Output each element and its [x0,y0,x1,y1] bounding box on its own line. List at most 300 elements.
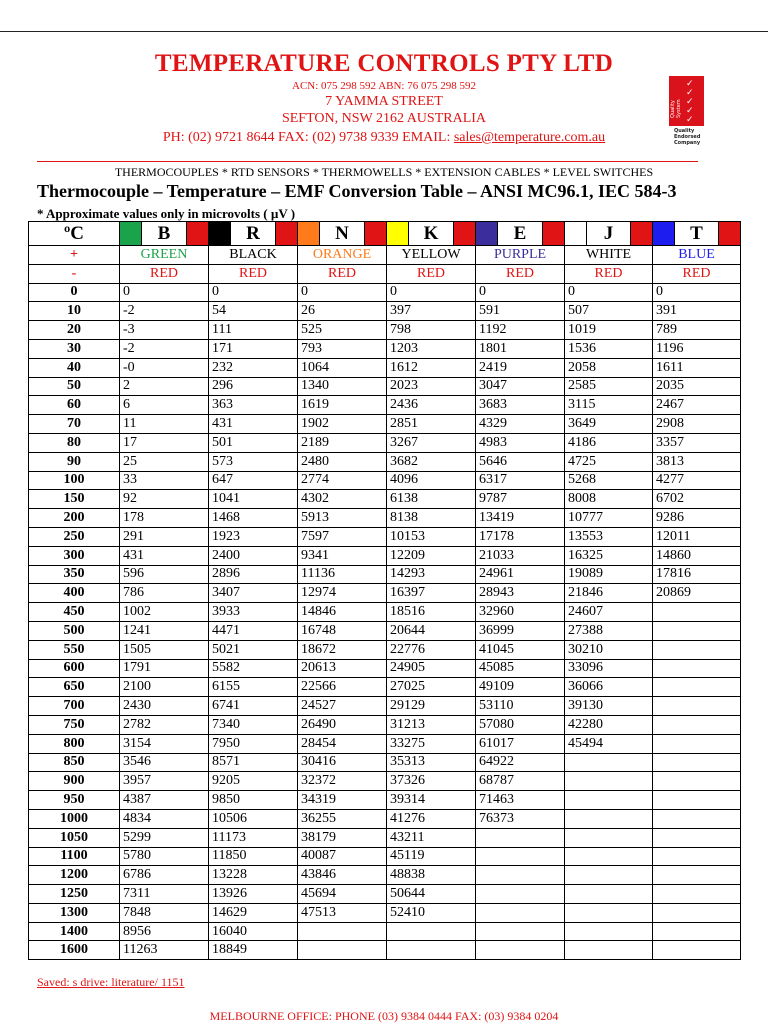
emf-cell: 17178 [476,527,565,546]
emf-cell: 1536 [565,339,653,358]
contact-line [0,130,768,146]
table-row [29,471,741,490]
table-row [29,302,741,321]
top-rule [0,31,768,32]
emf-cell [653,791,741,810]
emf-cell: 28943 [476,584,565,603]
temperature-cell: 750 [29,715,120,734]
emf-cell: 4186 [565,433,653,452]
emf-cell: 2896 [209,565,298,584]
emf-cell: 7848 [120,903,209,922]
type-header-k [387,222,476,246]
emf-cell [298,922,387,941]
table-row [29,509,741,528]
emf-cell: 1340 [298,377,387,396]
emf-cell: 1041 [209,490,298,509]
emf-cell: 76373 [476,809,565,828]
emf-cell: 11 [120,415,209,434]
negative-lead-color: RED [653,264,741,283]
temperature-cell: 550 [29,640,120,659]
emf-cell [653,847,741,866]
emf-cell: 6786 [120,866,209,885]
emf-cell: 25 [120,452,209,471]
emf-cell: 3649 [565,415,653,434]
emf-cell: -0 [120,358,209,377]
emf-cell: 9850 [209,791,298,810]
emf-cell: 26 [298,302,387,321]
emf-cell: 2585 [565,377,653,396]
negative-lead-color: RED [209,264,298,283]
document-title: Thermocouple – Temperature – EMF Conversion Table – ANSI MC96.1, IEC 584-3 [37,181,677,201]
emf-cell: 9787 [476,490,565,509]
emf-cell: 9205 [209,772,298,791]
emf-cell: 32960 [476,603,565,622]
table-row [29,377,741,396]
emf-cell [653,828,741,847]
emf-cell [565,772,653,791]
positive-color-swatch [387,222,408,245]
table-row [29,847,741,866]
emf-cell: 8008 [565,490,653,509]
street-address: 7 YAMMA STREET [325,94,443,109]
emf-cell: 3154 [120,734,209,753]
emf-cell: 13553 [565,527,653,546]
temperature-cell: 800 [29,734,120,753]
emf-cell: 2023 [387,377,476,396]
emf-cell: 24961 [476,565,565,584]
emf-cell: 431 [120,546,209,565]
emf-cell: 13419 [476,509,565,528]
emf-cell [653,866,741,885]
emf-cell: 1468 [209,509,298,528]
table-row [29,640,741,659]
emf-cell: 3683 [476,396,565,415]
emf-cell: 43846 [298,866,387,885]
emf-cell [298,941,387,960]
emf-cell: 20613 [298,659,387,678]
document-subtitle: * Approximate values only in microvolts ( µV ) [37,206,296,221]
temperature-cell: 900 [29,772,120,791]
temperature-cell: 1250 [29,885,120,904]
positive-lead-color: BLUE [653,246,741,265]
emf-cell: 47513 [298,903,387,922]
temperature-cell: 200 [29,509,120,528]
emf-cell: 2419 [476,358,565,377]
emf-cell: 2908 [653,415,741,434]
emf-cell: 9341 [298,546,387,565]
quality-system-text: Quality System [670,99,682,118]
emf-cell: 16397 [387,584,476,603]
emf-cell: 39130 [565,697,653,716]
emf-cell: 92 [120,490,209,509]
temperature-cell: 350 [29,565,120,584]
plus-sign: + [29,246,120,265]
table-row [29,546,741,565]
emf-cell: 1241 [120,621,209,640]
table-row [29,433,741,452]
emf-cell: 0 [120,283,209,302]
table-row [29,922,741,941]
emf-cell [476,828,565,847]
emf-cell: 32372 [298,772,387,791]
temperature-cell: 250 [29,527,120,546]
table-row [29,527,741,546]
emf-cell: 5582 [209,659,298,678]
emf-cell: 3546 [120,753,209,772]
table-row [29,396,741,415]
emf-cell: 4302 [298,490,387,509]
negative-color-swatch [276,222,297,245]
emf-cell: 37326 [387,772,476,791]
emf-cell: 1611 [653,358,741,377]
emf-cell: 6138 [387,490,476,509]
positive-color-swatch [565,222,586,245]
emf-cell [565,903,653,922]
emf-cell: 363 [209,396,298,415]
emf-cell: 4329 [476,415,565,434]
negative-color-swatch [719,222,740,245]
emf-cell: 6 [120,396,209,415]
temperature-cell: 90 [29,452,120,471]
emf-cell: 2400 [209,546,298,565]
negative-color-swatch [543,222,564,245]
emf-cell: 26490 [298,715,387,734]
emf-cell [387,922,476,941]
positive-color-swatch [120,222,141,245]
table-row [29,866,741,885]
emf-cell [653,603,741,622]
table-row [29,452,741,471]
temperature-cell: 40 [29,358,120,377]
temperature-cell: 50 [29,377,120,396]
emf-cell: 12974 [298,584,387,603]
emf-cell [476,922,565,941]
emf-cell: 27025 [387,678,476,697]
table-row [29,565,741,584]
emf-cell: 39314 [387,791,476,810]
quality-endorsed-logo [669,76,704,154]
emf-cell: 4471 [209,621,298,640]
emf-cell: 8956 [120,922,209,941]
temperature-cell: 1100 [29,847,120,866]
emf-cell: 0 [476,283,565,302]
emf-cell: 7950 [209,734,298,753]
emf-cell [653,941,741,960]
emf-cell: 1196 [653,339,741,358]
table-row [29,603,741,622]
emf-cell: 36255 [298,809,387,828]
minus-sign: - [29,264,120,283]
emf-cell: 35313 [387,753,476,772]
emf-cell: 2058 [565,358,653,377]
saved-path-note: Saved: s drive: literature/ 1151 [37,975,185,989]
emf-cell [476,885,565,904]
emf-cell: 10506 [209,809,298,828]
emf-cell [565,941,653,960]
positive-color-swatch [209,222,230,245]
emf-cell: 19089 [565,565,653,584]
emf-cell: 30416 [298,753,387,772]
products-line: THERMOCOUPLES * RTD SENSORS * THERMOWELLS * EXTENSION CABLES * LEVEL SWITCHES [114,165,654,179]
emf-cell: 1902 [298,415,387,434]
type-header-r [209,222,298,246]
emf-cell: 22566 [298,678,387,697]
table-row [29,490,741,509]
emf-cell [565,866,653,885]
emf-cell: 50644 [387,885,476,904]
table-row [29,772,741,791]
emf-cell: 54 [209,302,298,321]
thermocouple-type-label: T [674,222,719,245]
emf-cell: 786 [120,584,209,603]
negative-lead-row [29,264,741,283]
phone-fax-text: PH: (02) 9721 8644 FAX: (02) 9738 9339 EMAIL: [162,130,454,145]
email-link[interactable]: sales@temperature.com.au [453,130,606,145]
negative-lead-color: RED [298,264,387,283]
emf-cell: 1619 [298,396,387,415]
thermocouple-type-label: N [319,222,365,245]
emf-cell [653,659,741,678]
emf-cell: 14629 [209,903,298,922]
emf-cell: 12011 [653,527,741,546]
emf-cell: 4983 [476,433,565,452]
table-row [29,697,741,716]
emf-cell: 21846 [565,584,653,603]
emf-cell: 4277 [653,471,741,490]
emf-cell: 8138 [387,509,476,528]
emf-cell: 2189 [298,433,387,452]
emf-cell: 391 [653,302,741,321]
emf-cell: 1192 [476,321,565,340]
emf-cell: 28454 [298,734,387,753]
temperature-cell: 500 [29,621,120,640]
emf-cell: 3357 [653,433,741,452]
emf-cell: 1002 [120,603,209,622]
emf-cell [653,640,741,659]
emf-cell: 34319 [298,791,387,810]
emf-cell: 501 [209,433,298,452]
positive-lead-color: GREEN [120,246,209,265]
emf-cell [565,828,653,847]
emf-cell: 0 [387,283,476,302]
emf-cell: 1791 [120,659,209,678]
positive-lead-color: WHITE [565,246,653,265]
emf-cell: 111 [209,321,298,340]
checkmarks-icon: ✓ ✓ ✓ ✓ ✓ [686,79,694,125]
emf-cell: 0 [653,283,741,302]
emf-cell [476,941,565,960]
thermocouple-type-label: E [497,222,543,245]
emf-cell: 12209 [387,546,476,565]
emf-cell: 33275 [387,734,476,753]
table-row [29,678,741,697]
emf-cell: 789 [653,321,741,340]
table-row [29,584,741,603]
temperature-cell: 100 [29,471,120,490]
emf-cell: 8571 [209,753,298,772]
temperature-cell: 1050 [29,828,120,847]
negative-color-swatch [631,222,652,245]
emf-cell: 22776 [387,640,476,659]
temperature-cell: 1600 [29,941,120,960]
temperature-cell: 950 [29,791,120,810]
emf-cell: 71463 [476,791,565,810]
emf-cell: -2 [120,339,209,358]
temperature-cell: 70 [29,415,120,434]
emf-cell: 3933 [209,603,298,622]
emf-cell [653,922,741,941]
emf-cell: 16040 [209,922,298,941]
emf-cell: 1612 [387,358,476,377]
emf-cell: 52410 [387,903,476,922]
positive-color-swatch [298,222,319,245]
emf-cell: 2100 [120,678,209,697]
emf-cell: 9286 [653,509,741,528]
emf-cell: 45085 [476,659,565,678]
emf-cell [653,678,741,697]
emf-cell: 798 [387,321,476,340]
emf-cell: 11850 [209,847,298,866]
emf-cell [476,847,565,866]
type-header-row [29,222,741,246]
emf-cell: 171 [209,339,298,358]
header-divider [37,161,698,162]
emf-conversion-table [28,221,741,960]
emf-cell: 18672 [298,640,387,659]
emf-cell [653,621,741,640]
temperature-cell: 600 [29,659,120,678]
emf-cell: 11263 [120,941,209,960]
emf-cell [476,866,565,885]
emf-cell: 16748 [298,621,387,640]
table-row [29,791,741,810]
emf-cell: 13926 [209,885,298,904]
emf-cell: 7340 [209,715,298,734]
emf-cell: 14860 [653,546,741,565]
emf-cell: 18516 [387,603,476,622]
quality-logo-badge [669,76,704,126]
table-row [29,339,741,358]
table-row [29,321,741,340]
emf-cell: 6702 [653,490,741,509]
melbourne-office-line: MELBOURNE OFFICE: PHONE (03) 9384 0444 FAX: (03) 9384 0204 [209,1009,559,1023]
emf-cell: 10777 [565,509,653,528]
emf-cell: 5268 [565,471,653,490]
positive-lead-color: YELLOW [387,246,476,265]
acn-abn-line: ACN: 075 298 592 ABN: 76 075 298 592 [292,80,476,92]
emf-cell: 6741 [209,697,298,716]
emf-cell: 3047 [476,377,565,396]
emf-cell: 1203 [387,339,476,358]
temperature-cell: 1200 [29,866,120,885]
negative-lead-color: RED [476,264,565,283]
emf-cell: 3813 [653,452,741,471]
emf-cell: 30210 [565,640,653,659]
positive-lead-color: ORANGE [298,246,387,265]
table-row [29,941,741,960]
emf-cell: 40087 [298,847,387,866]
emf-cell: 2467 [653,396,741,415]
emf-cell: 7311 [120,885,209,904]
emf-cell: 3115 [565,396,653,415]
type-header-t [653,222,741,246]
temperature-cell: 1000 [29,809,120,828]
emf-cell [653,809,741,828]
emf-cell: 45119 [387,847,476,866]
type-header-j [565,222,653,246]
emf-cell: 573 [209,452,298,471]
emf-cell [565,791,653,810]
emf-cell: 33 [120,471,209,490]
emf-cell: 0 [298,283,387,302]
emf-cell [653,885,741,904]
table-row [29,828,741,847]
emf-cell: 2774 [298,471,387,490]
emf-cell: 53110 [476,697,565,716]
emf-cell: 5780 [120,847,209,866]
emf-cell: 4725 [565,452,653,471]
emf-cell: 42280 [565,715,653,734]
emf-cell [653,715,741,734]
table-row [29,358,741,377]
type-header-n [298,222,387,246]
negative-color-swatch [365,222,386,245]
table-row [29,621,741,640]
emf-cell [653,734,741,753]
negative-color-swatch [187,222,208,245]
table-row [29,659,741,678]
emf-cell: 232 [209,358,298,377]
emf-cell: 3682 [387,452,476,471]
emf-cell: -3 [120,321,209,340]
emf-cell: 2430 [120,697,209,716]
table-row [29,809,741,828]
temperature-cell: 30 [29,339,120,358]
emf-cell [387,941,476,960]
temperature-cell: 650 [29,678,120,697]
emf-cell: 41045 [476,640,565,659]
temperature-cell: 400 [29,584,120,603]
emf-cell [653,753,741,772]
emf-cell: 431 [209,415,298,434]
temperature-cell: 10 [29,302,120,321]
emf-cell: 1505 [120,640,209,659]
emf-cell: 591 [476,302,565,321]
emf-cell: 6155 [209,678,298,697]
emf-cell: 57080 [476,715,565,734]
emf-cell: 21033 [476,546,565,565]
emf-cell: 36999 [476,621,565,640]
emf-cell: 0 [565,283,653,302]
emf-cell: -2 [120,302,209,321]
emf-cell: 5299 [120,828,209,847]
emf-cell [565,847,653,866]
emf-cell: 14293 [387,565,476,584]
emf-cell: 17 [120,433,209,452]
table-row [29,753,741,772]
emf-cell: 1064 [298,358,387,377]
emf-cell: 3267 [387,433,476,452]
table-row [29,734,741,753]
positive-lead-row [29,246,741,265]
emf-cell: 48838 [387,866,476,885]
emf-cell [653,772,741,791]
emf-cell: 5913 [298,509,387,528]
emf-cell: 36066 [565,678,653,697]
emf-cell: 4387 [120,791,209,810]
thermocouple-type-label: B [141,222,187,245]
thermocouple-type-label: R [230,222,276,245]
